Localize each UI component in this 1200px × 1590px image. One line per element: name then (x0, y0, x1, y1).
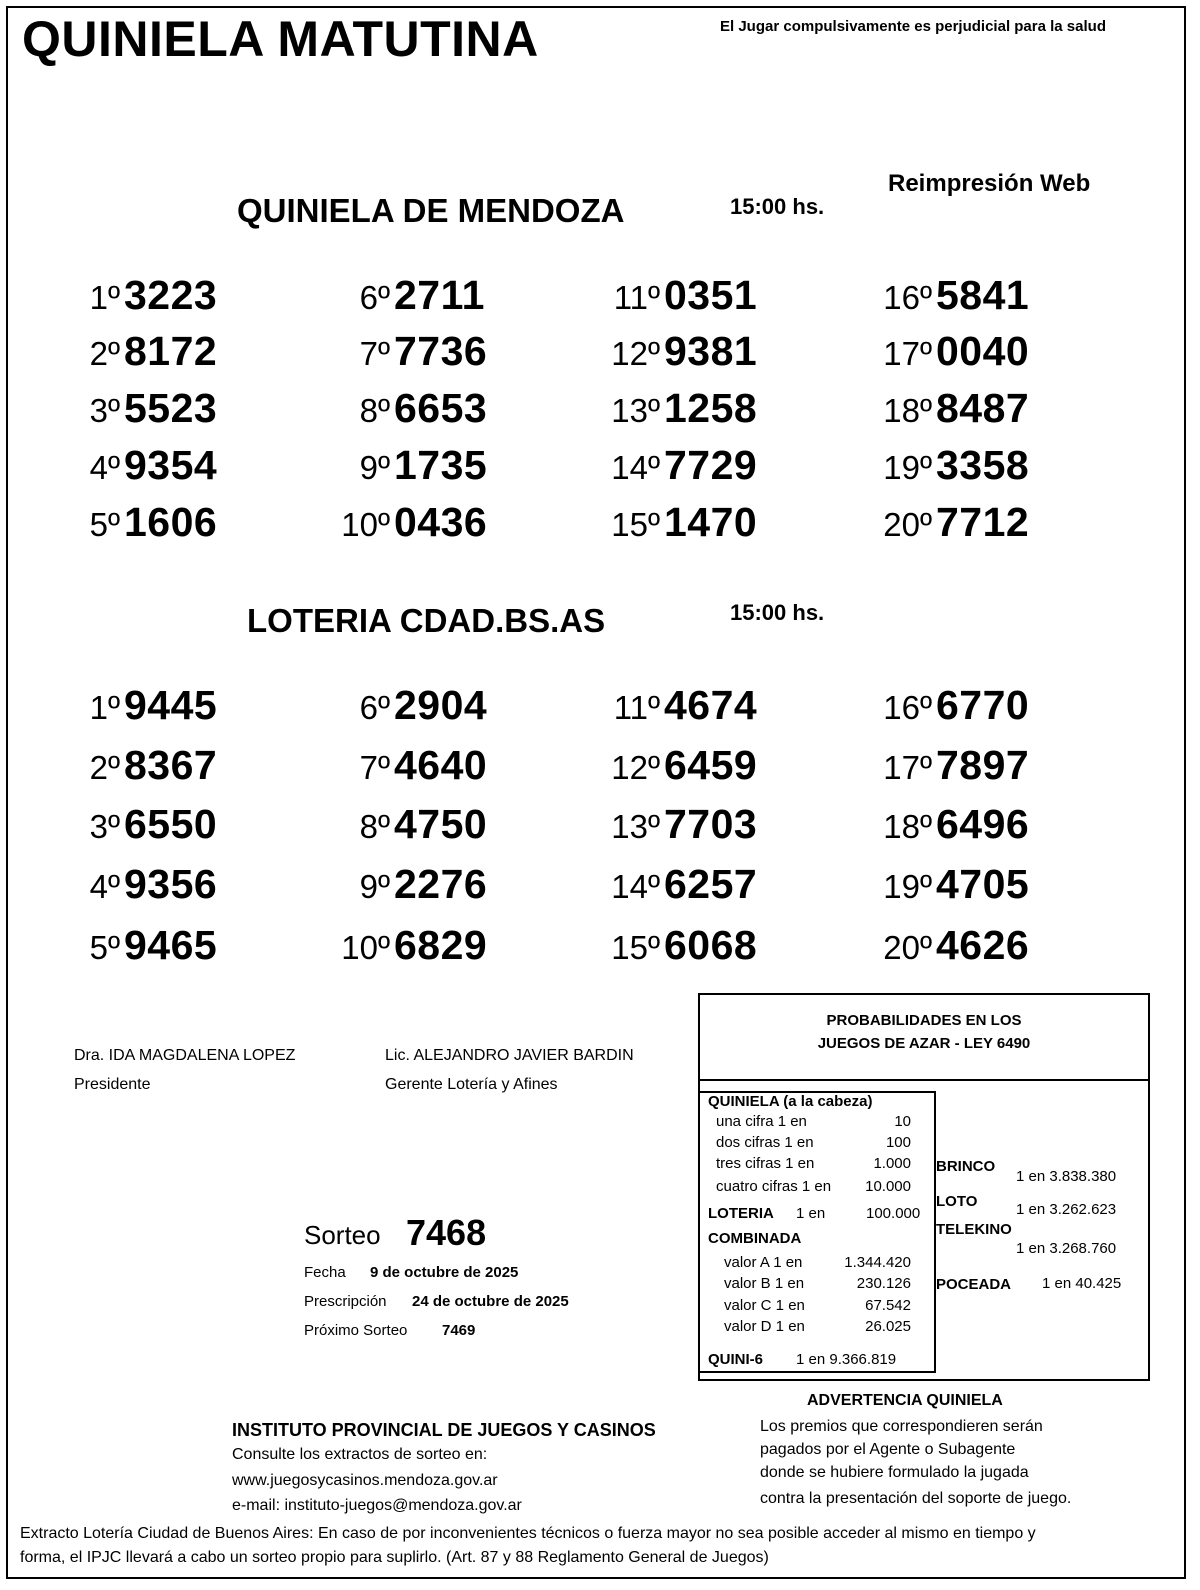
result-cell (550, 801, 757, 848)
mendoza-title: QUINIELA DE MENDOZA (237, 192, 625, 229)
loteria-odds-label: LOTERIA (708, 1205, 774, 1222)
result-cell (822, 499, 1029, 546)
result-cell (280, 385, 487, 432)
proximo-label: Próximo Sorteo (304, 1322, 408, 1339)
result-position: 19º (883, 449, 932, 486)
result-position: 2º (89, 749, 120, 786)
result-number: 6496 (936, 801, 1030, 847)
probabilities-box (698, 993, 1150, 1381)
result-number: 9356 (124, 861, 218, 907)
odds-label: una cifra 1 en (716, 1113, 807, 1130)
prescripcion-value: 24 de octubre de 2025 (412, 1293, 569, 1310)
telekino-odds-label: TELEKINO (936, 1221, 1012, 1238)
result-position: 13º (611, 808, 660, 845)
president-role: Presidente (74, 1076, 151, 1093)
result-number: 1735 (394, 442, 488, 488)
result-position: 9º (359, 449, 390, 486)
result-cell (10, 385, 217, 432)
manager-role: Gerente Lotería y Afines (385, 1076, 558, 1093)
result-cell (822, 385, 1029, 432)
result-position: 14º (611, 868, 660, 905)
odds-value: 100 (885, 1134, 911, 1151)
result-position: 19º (883, 868, 932, 905)
result-number: 6257 (664, 861, 758, 907)
result-number: 2904 (394, 682, 488, 728)
result-cell (280, 742, 487, 789)
result-position: 20º (883, 929, 932, 966)
result-cell (550, 922, 757, 969)
result-number: 4705 (936, 861, 1030, 907)
consult-text: Consulte los extractos de sorteo en: (232, 1446, 488, 1463)
advertencia-line3: donde se hubiere formulado la jugada (760, 1464, 1029, 1481)
result-number: 0040 (936, 328, 1030, 374)
result-cell (822, 272, 1029, 319)
result-position: 13º (611, 392, 660, 429)
odds-label: valor B 1 en (724, 1275, 805, 1292)
odds-value: 26.025 (865, 1318, 911, 1335)
poceada-odds-label: POCEADA (936, 1276, 1012, 1293)
result-cell (550, 499, 757, 546)
result-position: 12º (611, 335, 660, 372)
odds-value: 10 (894, 1113, 911, 1130)
result-cell (550, 861, 757, 908)
quini6-odds-value: 1 en 9.366.819 (796, 1351, 897, 1368)
result-number: 9445 (124, 682, 218, 728)
result-number: 7729 (664, 442, 758, 488)
result-cell (10, 272, 217, 319)
result-cell (280, 801, 487, 848)
brinco-odds-value: 1 en 3.838.380 (1016, 1168, 1117, 1185)
loteria-odds-value: 100.000 (866, 1205, 921, 1222)
odds-label: valor D 1 en (724, 1318, 805, 1335)
result-number: 7736 (394, 328, 488, 374)
result-cell (280, 328, 487, 375)
email-link[interactable]: e-mail: instituto-juegos@mendoza.gov.ar (232, 1497, 522, 1514)
result-number: 4750 (394, 801, 488, 847)
quini6-odds-label: QUINI-6 (708, 1351, 764, 1368)
result-position: 7º (359, 749, 390, 786)
result-number: 5841 (936, 272, 1030, 318)
result-position: 6º (359, 279, 390, 316)
advertencia-title: ADVERTENCIA QUINIELA (807, 1392, 1003, 1409)
sorteo-number: 7468 (406, 1212, 487, 1253)
ciudad-time: 15:00 hs. (730, 600, 825, 625)
loteria-odds-text: 1 en (796, 1205, 826, 1222)
result-cell (10, 742, 217, 789)
telekino-odds-value: 1 en 3.268.760 (1016, 1240, 1117, 1257)
manager-name: Lic. ALEJANDRO JAVIER BARDIN (385, 1047, 634, 1064)
extract-note-line2: forma, el IPJC llevará a cabo un sorteo propio para suplirlo. (Art. 87 y 88 Reglamento General de Juegos) (20, 1549, 769, 1566)
result-cell (280, 861, 487, 908)
result-position: 6º (359, 689, 390, 726)
result-number: 6550 (124, 801, 218, 847)
result-cell (10, 328, 217, 375)
result-position: 10º (341, 929, 390, 966)
proximo-value: 7469 (442, 1322, 476, 1339)
result-position: 17º (883, 749, 932, 786)
result-number: 8172 (124, 328, 218, 374)
odds-label: valor A 1 en (724, 1254, 803, 1271)
ciudad-title: LOTERIA CDAD.BS.AS (247, 602, 606, 639)
result-cell (822, 682, 1029, 729)
result-position: 15º (611, 506, 660, 543)
extract-note-line1: Extracto Lotería Ciudad de Buenos Aires: En caso de por inconvenientes técnicos o fuerza mayor no sea posible acceder al mismo en tiempo y (20, 1525, 1036, 1542)
result-cell (550, 385, 757, 432)
result-position: 5º (89, 929, 120, 966)
result-number: 1606 (124, 499, 218, 545)
brinco-odds-label: BRINCO (936, 1158, 996, 1175)
result-number: 9381 (664, 328, 758, 374)
quiniela-odds-title: QUINIELA (a la cabeza) (708, 1093, 873, 1110)
result-position: 11º (613, 279, 660, 316)
odds-label: dos cifras 1 en (716, 1134, 814, 1151)
reprint-label: Reimpresión Web (888, 170, 1091, 197)
result-position: 16º (883, 279, 932, 316)
result-cell (280, 272, 485, 319)
odds-value: 1.344.420 (844, 1254, 911, 1271)
result-number: 5523 (124, 385, 218, 431)
result-number: 8487 (936, 385, 1030, 431)
result-position: 3º (89, 392, 120, 429)
result-cell (10, 499, 217, 546)
result-position: 4º (89, 868, 120, 905)
result-number: 0436 (394, 499, 488, 545)
result-cell (10, 801, 217, 848)
odds-label: valor C 1 en (724, 1297, 805, 1314)
result-position: 9º (359, 868, 390, 905)
result-number: 3358 (936, 442, 1030, 488)
result-cell (280, 922, 487, 969)
result-cell (822, 801, 1029, 848)
fecha-value: 9 de octubre de 2025 (370, 1264, 519, 1281)
result-cell (822, 328, 1029, 375)
result-cell (550, 272, 757, 319)
result-position: 4º (89, 449, 120, 486)
result-number: 9354 (124, 442, 218, 488)
result-position: 18º (883, 392, 932, 429)
result-position: 2º (89, 335, 120, 372)
odds-value: 67.542 (865, 1297, 911, 1314)
result-position: 16º (883, 689, 932, 726)
odds-value: 230.126 (856, 1275, 911, 1292)
result-number: 6829 (394, 922, 488, 968)
result-cell (550, 742, 757, 789)
page-title: QUINIELA MATUTINA (22, 11, 539, 67)
advertencia-line4: contra la presentación del soporte de juego. (760, 1490, 1072, 1507)
result-cell (822, 861, 1029, 908)
result-position: 1º (89, 689, 120, 726)
odds-value: 1.000 (873, 1155, 911, 1172)
result-cell (280, 682, 487, 729)
result-cell (10, 682, 217, 729)
result-position: 1º (89, 279, 120, 316)
result-cell (280, 442, 487, 489)
result-position: 14º (611, 449, 660, 486)
result-position: 8º (359, 808, 390, 845)
mendoza-time: 15:00 hs. (730, 194, 825, 219)
result-cell (822, 442, 1029, 489)
probabilities-title-line2: JUEGOS DE AZAR - LEY 6490 (817, 1035, 1031, 1052)
result-cell (822, 922, 1029, 969)
result-cell (10, 922, 217, 969)
result-cell (10, 442, 217, 489)
result-number: 6770 (936, 682, 1030, 728)
result-position: 12º (611, 749, 660, 786)
odds-label: tres cifras 1 en (716, 1155, 815, 1172)
result-number: 7897 (936, 742, 1030, 788)
result-number: 8367 (124, 742, 218, 788)
poceada-odds-value: 1 en 40.425 (1042, 1275, 1122, 1292)
probabilities-title-line1: PROBABILIDADES EN LOS (826, 1012, 1022, 1029)
combinada-odds-title: COMBINADA (708, 1230, 802, 1247)
result-cell (10, 861, 217, 908)
loto-odds-label: LOTO (936, 1193, 978, 1210)
odds-value: 10.000 (865, 1178, 911, 1195)
result-number: 1470 (664, 499, 758, 545)
result-cell (550, 442, 757, 489)
result-position: 11º (613, 689, 660, 726)
result-position: 18º (883, 808, 932, 845)
result-number: 2276 (394, 861, 488, 907)
result-number: 7712 (936, 499, 1030, 545)
result-position: 17º (883, 335, 932, 372)
prescripcion-label: Prescripción (304, 1293, 387, 1310)
advertencia-line1: Los premios que correspondieren serán (760, 1418, 1043, 1435)
result-number: 3223 (124, 272, 218, 318)
result-number: 6653 (394, 385, 488, 431)
result-number: 0351 (664, 272, 758, 318)
sorteo-label: Sorteo (304, 1220, 381, 1250)
fecha-label: Fecha (304, 1264, 346, 1281)
result-number: 4640 (394, 742, 488, 788)
result-number: 9465 (124, 922, 218, 968)
website-link[interactable]: www.juegosycasinos.mendoza.gov.ar (232, 1472, 498, 1489)
result-cell (550, 328, 757, 375)
result-cell (280, 499, 487, 546)
result-position: 10º (341, 506, 390, 543)
result-cell (822, 742, 1029, 789)
president-name: Dra. IDA MAGDALENA LOPEZ (74, 1047, 296, 1064)
result-position: 8º (359, 392, 390, 429)
institute-name: INSTITUTO PROVINCIAL DE JUEGOS Y CASINOS (232, 1420, 656, 1440)
result-number: 7703 (664, 801, 758, 847)
result-number: 6068 (664, 922, 758, 968)
loto-odds-value: 1 en 3.262.623 (1016, 1201, 1117, 1218)
result-position: 20º (883, 506, 932, 543)
advertencia-line2: pagados por el Agente o Subagente (760, 1441, 1016, 1458)
result-position: 5º (89, 506, 120, 543)
odds-label: cuatro cifras 1 en (716, 1178, 832, 1195)
result-number: 1258 (664, 385, 758, 431)
result-number: 6459 (664, 742, 758, 788)
probabilities-header (700, 995, 1148, 1081)
result-position: 7º (359, 335, 390, 372)
result-cell (550, 682, 757, 729)
result-number: 2711 (394, 272, 485, 318)
result-position: 3º (89, 808, 120, 845)
result-number: 4674 (664, 682, 758, 728)
result-position: 15º (611, 929, 660, 966)
result-number: 4626 (936, 922, 1030, 968)
health-warning: El Jugar compulsivamente es perjudicial para la salud (720, 18, 1106, 35)
